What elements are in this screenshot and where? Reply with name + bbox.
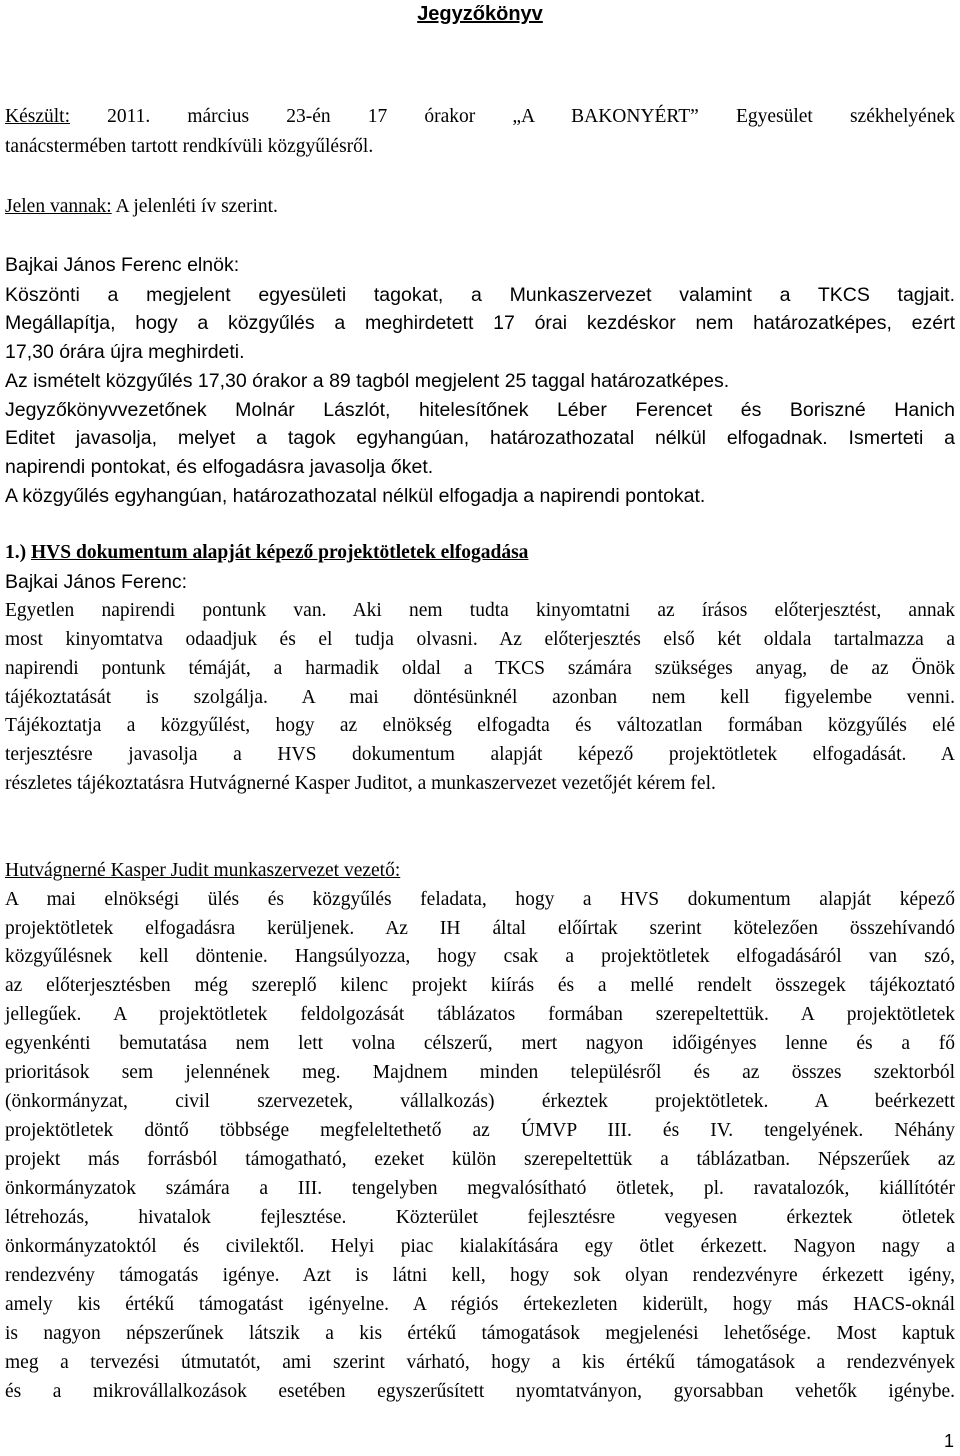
body-line: rendezvény támogatás igénye. Azt is látni kell, hogy sok olyan rendezvényre érkezett igény, [5, 1265, 955, 1286]
present-line [5, 194, 955, 220]
agenda-line-2: most kinyomtatva odaadjuk és el tudja olvasni. Az előterjesztés első két oldala tartalmazza a [5, 629, 955, 650]
body-line: önkormányzatok számára a III. tengelyben megvalósítható ötletek, pl. ravatalozók, kiállítótér [5, 1178, 955, 1199]
made-line-cont: tanácstermében tartott rendkívüli közgyűlésről. [5, 136, 374, 157]
opening-line-8: A közgyűlés egyhangúan, határozathozatal nélkül elfogadja a napirendi pontokat. [5, 485, 706, 507]
agenda-line-6: terjesztésre javasolja a HVS dokumentum alapját képező projektötletek elfogadását. A [5, 744, 955, 765]
made-label: Készült: [5, 106, 70, 127]
body-line: projektötletek elfogadásra kerüljenek. Az IH által előírtak szerint kötelezően összehívandó [5, 918, 955, 939]
opening-line-1: Köszönti a megjelent egyesületi tagokat, a Munkaszervezet valamint a TKCS tagjait. [5, 284, 955, 306]
body-line: prioritások sem jelennének meg. Majdnem minden településről és az összes szektorból [5, 1062, 955, 1083]
body-line: projektötletek döntő többsége megfeleltethető az ÚMVP III. és IV. tengelyének. Néhány [5, 1120, 955, 1141]
opening-line-2: Megállapítja, hogy a közgyűlés a meghirdetett 17 órai kezdéskor nem határozatképes, ezért [5, 312, 955, 334]
present-label: Jelen vannak: [5, 196, 112, 217]
made-text: 2011. március 23-én 17 órakor „A BAKONYÉRT” Egyesület székhelyének [69, 106, 955, 127]
agenda-line-4: tájékoztatását is szolgálja. A mai döntésünknél azonban nem kell figyelembe venni. [5, 687, 955, 708]
body-line: is nagyon népszerűnek látszik a kis értékű támogatások megjelenési lehetősége. Most kaptuk [5, 1323, 955, 1344]
body-line: létrehozás, hivatalok fejlesztése. Közterület fejlesztésre vegyesen érkeztek ötletek [5, 1207, 955, 1228]
opening-line-4: Az ismételt közgyűlés 17,30 órakor a 89 tagból megjelent 25 taggal határozatképes. [5, 370, 730, 392]
opening-line-7: napirendi pontokat, és elfogadásra javasolja őket. [5, 456, 434, 478]
body-line: (önkormányzat, civil szervezetek, vállalkozás) érkeztek projektötletek. A beérkezett [5, 1091, 955, 1112]
body-line: önkormányzatoktól és civilektől. Helyi piac kialakítására egy ötlet érkezett. Nagyon nagy a [5, 1236, 955, 1257]
body-line: meg a tervezési útmutatót, ami szerint várható, hogy a kis értékű támogatások a rendezvények [5, 1352, 955, 1373]
hutvagnerne-speaker-text: Hutvágnerné Kasper Judit munkaszervezet vezető: [5, 860, 401, 881]
agenda-line-7: részletes tájékoztatásra Hutvágnerné Kasper Juditot, a munkaszervezet vezetőjét kérem fel. [5, 773, 716, 794]
opening-line-6: Editet javasolja, melyet a tagok egyhangúan, határozathozatal nélkül elfogadnak. Ismerteti a [5, 427, 955, 449]
body-line: A mai elnökségi ülés és közgyűlés feladata, hogy a HVS dokumentum alapját képező [5, 889, 955, 910]
agenda-line-1: Egyetlen napirendi pontunk van. Aki nem tudta kinyomtatni az írásos előterjesztést, annak [5, 600, 955, 621]
present-text: A jelenléti ív szerint. [111, 196, 278, 217]
opening-speaker: Bajkai János Ferenc elnök: [5, 254, 240, 276]
agenda-line-5: Tájékoztatja a közgyűlést, hogy az elnökség elfogadta és változatlan formában közgyűlés elé [5, 715, 955, 736]
body-line: és a mikrovállalkozások esetében egyszerűsített nyomtatványon, gyorsabban vehetők igénybe. [5, 1381, 955, 1402]
agenda-heading [5, 540, 955, 566]
body-line: jellegűek. A projektötletek feldolgozását táblázatos formában szerepeltettük. A projektötletek [5, 1004, 955, 1025]
agenda-number: 1.) [5, 542, 31, 563]
opening-line-3: 17,30 órára újra meghirdeti. [5, 341, 245, 363]
opening-line-5: Jegyzőkönyvvezetőnek Molnár Lászlót, hitelesítőnek Léber Ferencet és Boriszné Hanich [5, 399, 955, 421]
body-line: projekt más forrásból támogatható, ezeket külön szerepeltettük a táblázatban. Népszerűek az [5, 1149, 955, 1170]
body-line: az előterjesztésben még szereplő kilenc projekt kiírás és a mellé rendelt összegek tájékoztató [5, 975, 955, 996]
agenda-speaker: Bajkai János Ferenc: [5, 571, 188, 593]
body-line: közgyűlésnek kell döntenie. Hangsúlyozza, hogy csak a projektötletek elfogadásáról van szó, [5, 946, 955, 967]
agenda-title: HVS dokumentum alapját képező projektötletek elfogadása [31, 542, 529, 563]
body-line: egyenkénti bemutatása nem lett volna célszerű, mert nagyon időigényes lenne és a fő [5, 1033, 955, 1054]
page-number: 1 [943, 1431, 954, 1451]
hutvagnerne-speaker [5, 858, 955, 884]
made-line [5, 104, 955, 130]
body-line: amely kis értékű támogatást igényelne. A régiós értekezleten kiderült, hogy más HACS-oknál [5, 1294, 955, 1315]
agenda-line-3: napirendi pontunk témáját, a harmadik oldal a TKCS számára szükséges anyag, de az Önök [5, 658, 955, 679]
document-title: Jegyzőkönyv [417, 3, 543, 25]
